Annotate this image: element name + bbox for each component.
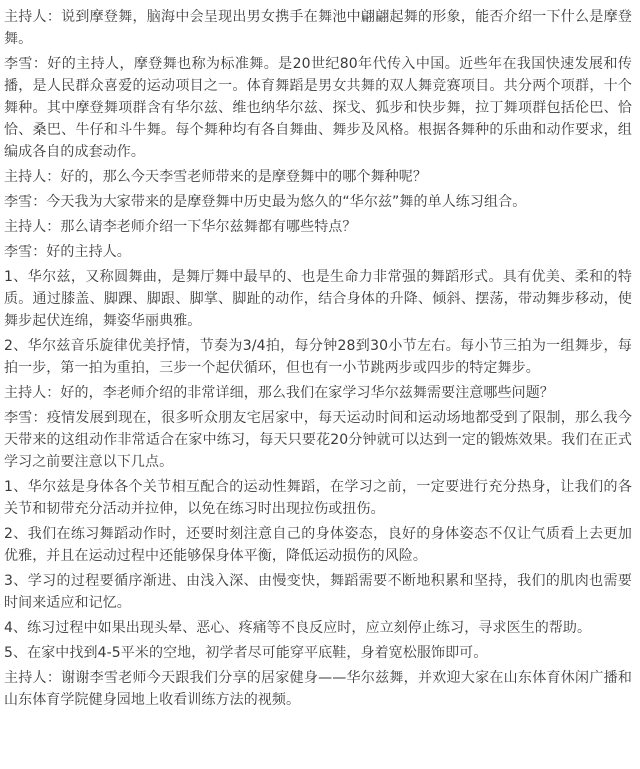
lixue-answer-modern-dance-intro: 李雪：好的主持人，摩登舞也称为标准舞。是20世纪80年代传入中国。近些年在我国快速发展和传播，是人民群众喜爱的运动项目之一。体育舞蹈是男女共舞的双人舞竞赛项目。共分两个项群，十个舞种。其中摩登舞项群含有华尔兹、维也纳华尔兹、探戈、狐步和快步舞，拉丁舞项群包括伦巴、恰恰、桑巴、牛仔和斗牛舞。每个舞种均有各自舞曲、舞步及风格。根据各舞种的乐曲和动作要求，组编成各自的成套动作。 [4, 56, 632, 160]
host-question-modern-dance: 主持人：说到摩登舞，脑海中会呈现出男女携手在舞池中翩翩起舞的形象，能否介绍一下什么是摩登舞。 [4, 9, 632, 47]
host-question-which-dance: 主持人：好的，那么今天李雪老师带来的是摩登舞中的哪个舞种呢？ [4, 169, 427, 185]
precaution-item-1: 1、华尔兹是身体各个关节相互配合的运动性舞蹈，在学习之前，一定要进行充分热身，让我们的各关节和韧带充分活动并拉伸，以免在练习时出现拉伤或扭伤。 [4, 479, 632, 517]
feature-item-1: 1、华尔兹，又称圆舞曲，是舞厅舞中最早的、也是生命力非常强的舞蹈形式。具有优美、柔和的特质。通过膝盖、脚踝、脚跟、脚掌、脚趾的动作，结合身体的升降、倾斜、摆荡，带动舞步移动，使舞步起伏连绵，舞姿华丽典雅。 [4, 269, 632, 329]
host-closing-remarks: 主持人：谢谢李雪老师今天跟我们分享的居家健身——华尔兹舞，并欢迎大家在山东体育休闲广播和山东体育学院健身园地上收看训练方法的视频。 [4, 670, 632, 708]
feature-item-2: 2、华尔兹音乐旋律优美抒情，节奏为3/4拍，每分钟28到30小节左右。每小节三拍为一组舞步，每拍一步，第一拍为重拍，三步一个起伏循环，但也有一小节跳两步或四步的特定舞步。 [4, 338, 632, 376]
precaution-item-4: 4、练习过程中如果出现头晕、恶心、疼痛等不良反应时，应立刻停止练习，寻求医生的帮助。 [4, 620, 592, 636]
precaution-item-2: 2、我们在练习舞蹈动作时，还要时刻注意自己的身体姿态，良好的身体姿态不仅让气质看上去更加优雅，并且在运动过程中还能够保身体平衡，降低运动损伤的风险。 [4, 526, 632, 564]
lixue-reply: 李雪：好的主持人。 [4, 244, 131, 260]
host-question-precautions: 主持人：好的，李老师介绍的非常详细，那么我们在家学习华尔兹舞需要注意哪些问题？ [4, 385, 554, 401]
precaution-item-5: 5、在家中找到4-5平米的空地，初学者尽可能穿平底鞋，身着宽松服饰即可。 [4, 645, 488, 661]
precaution-item-3: 3、学习的过程要循序渐进、由浅入深、由慢变快，舞蹈需要不断地积累和坚持，我们的肌肉也需要时间来适应和记忆。 [4, 573, 632, 611]
lixue-answer-waltz: 李雪：今天我为大家带来的是摩登舞中历史最为悠久的“华尔兹”舞的单人练习组合。 [4, 194, 527, 210]
lixue-answer-precautions: 李雪：疫情发展到现在，很多听众朋友宅居家中，每天运动时间和运动场地都受到了限制，那么我今天带来的这组动作非常适合在家中练习，每天只要花20分钟就可以达到一定的锻炼效果。我们在正式学习之前要注意以下几点。 [4, 410, 632, 470]
host-question-waltz-features: 主持人：那么请李老师介绍一下华尔兹舞都有哪些特点？ [4, 219, 357, 235]
